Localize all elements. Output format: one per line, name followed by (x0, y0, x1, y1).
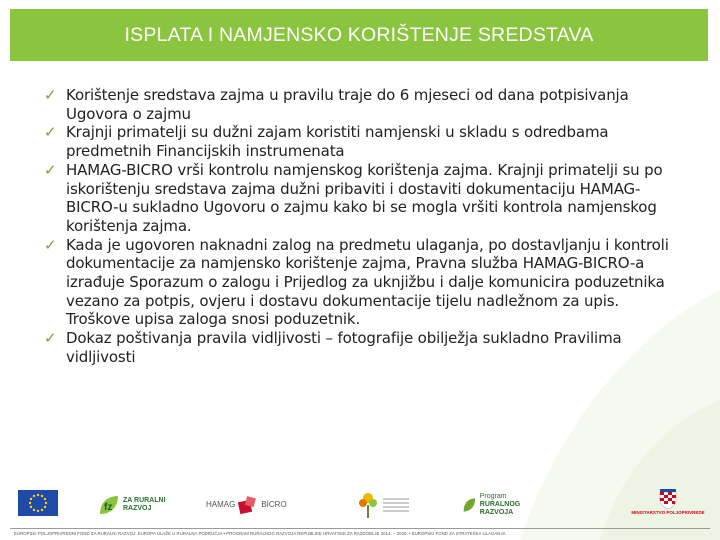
bullet-text: Krajnji primatelji su dužni zajam koristiti namjenski u skladu s odredbama predmetnih Financijskih instrumenata (66, 123, 609, 161)
check-mark-icon: ✓ (44, 123, 57, 142)
svg-text:fz: fz (104, 502, 113, 513)
check-mark-icon: ✓ (44, 160, 57, 179)
program-line2: RURALNOG RAZVOJA (479, 501, 521, 516)
bicro-text: BICRO (261, 500, 287, 509)
bullet-text: Kada je ugovoren naknadni zalog na predmetu ulaganja, po dostavljanju i kontroli dokumentacije za namjensko korištenje zajma, Pravna služba HAMAG-BICRO-a izrađuje Sporazum o zalogu i Prijedlog za uknjižbu i dalje komunicira poduzetnika vezano za potpis, ovjeru i dostavu dokumentacije tijelu nadležnom za upis. Troškove upisa zaloga snosi poduzetnik. (66, 235, 669, 329)
bullet-item (44, 161, 684, 236)
slide-title: ISPLATA I NAMJENSKO KORIŠTENJE SREDSTAVA (124, 23, 594, 46)
bullet-list (44, 86, 684, 367)
fz-logo-line1: ZA RURALNI (123, 497, 166, 504)
hamag-text: HAMAG (206, 500, 236, 509)
bullet-text: Korištenje sredstava zajma u pravilu traje do 6 mjeseci od dana potpisivanja Ugovora o zajmu (66, 86, 629, 123)
program-leaf-icon (462, 495, 477, 515)
footer-divider (10, 528, 710, 529)
bullet-text: HAMAG-BICRO vrši kontrolu namjenskog korištenja zajma. Krajnji primatelji su po iskorištenju sredstava zajma dužni pribaviti i dostaviti dokumentaciju HAMAG-BICRO-u sukladno Ugovoru o zajmu kako bi se mogla vršiti kontrola namjenskog korištenja zajma. (66, 160, 663, 235)
bullet-text: Dokaz poštivanja pravila vidljivosti – fotografije obilježja sukladno Pravilima vidljivosti (66, 329, 622, 366)
croatian-coat-of-arms-logo (631, 488, 705, 522)
footer-logos (0, 482, 720, 540)
bullet-item (44, 86, 684, 123)
hamag-bicro-logo (206, 488, 306, 522)
bullet-item (44, 236, 684, 330)
eu-flag-logo (18, 490, 58, 516)
hamag-mark-icon (237, 495, 259, 515)
check-mark-icon: ✓ (44, 86, 57, 104)
check-mark-icon: ✓ (44, 329, 57, 348)
mps-caption: MINISTARSTVO POLJOPRIVREDE (631, 510, 705, 515)
fz-logo (98, 488, 170, 522)
bullet-item (44, 123, 684, 160)
flower-logo (356, 488, 414, 522)
footer-note: EUROPSKI POLJOPRIVREDNI FOND ZA RURALNI RAZVOJ: EUROPA ULAŽE U RURALNA PODRUČJA • PROGRAM RURALNOG RAZVOJA REPUBLIKE HRVATSKE ZA RAZDOBLJE 2014. – 2020. • EUROPSKI FOND ZA STRATEŠKA ULAGANJA (14, 531, 506, 536)
fz-logo-line2: RAZVOJ (123, 505, 152, 512)
fz-leaf-icon (98, 494, 120, 516)
program-ruralnog-razvoja-logo (462, 488, 542, 522)
title-bar (10, 9, 708, 61)
program-line1: Program (479, 493, 507, 500)
check-mark-icon: ✓ (44, 235, 57, 254)
bullet-item (44, 329, 684, 366)
